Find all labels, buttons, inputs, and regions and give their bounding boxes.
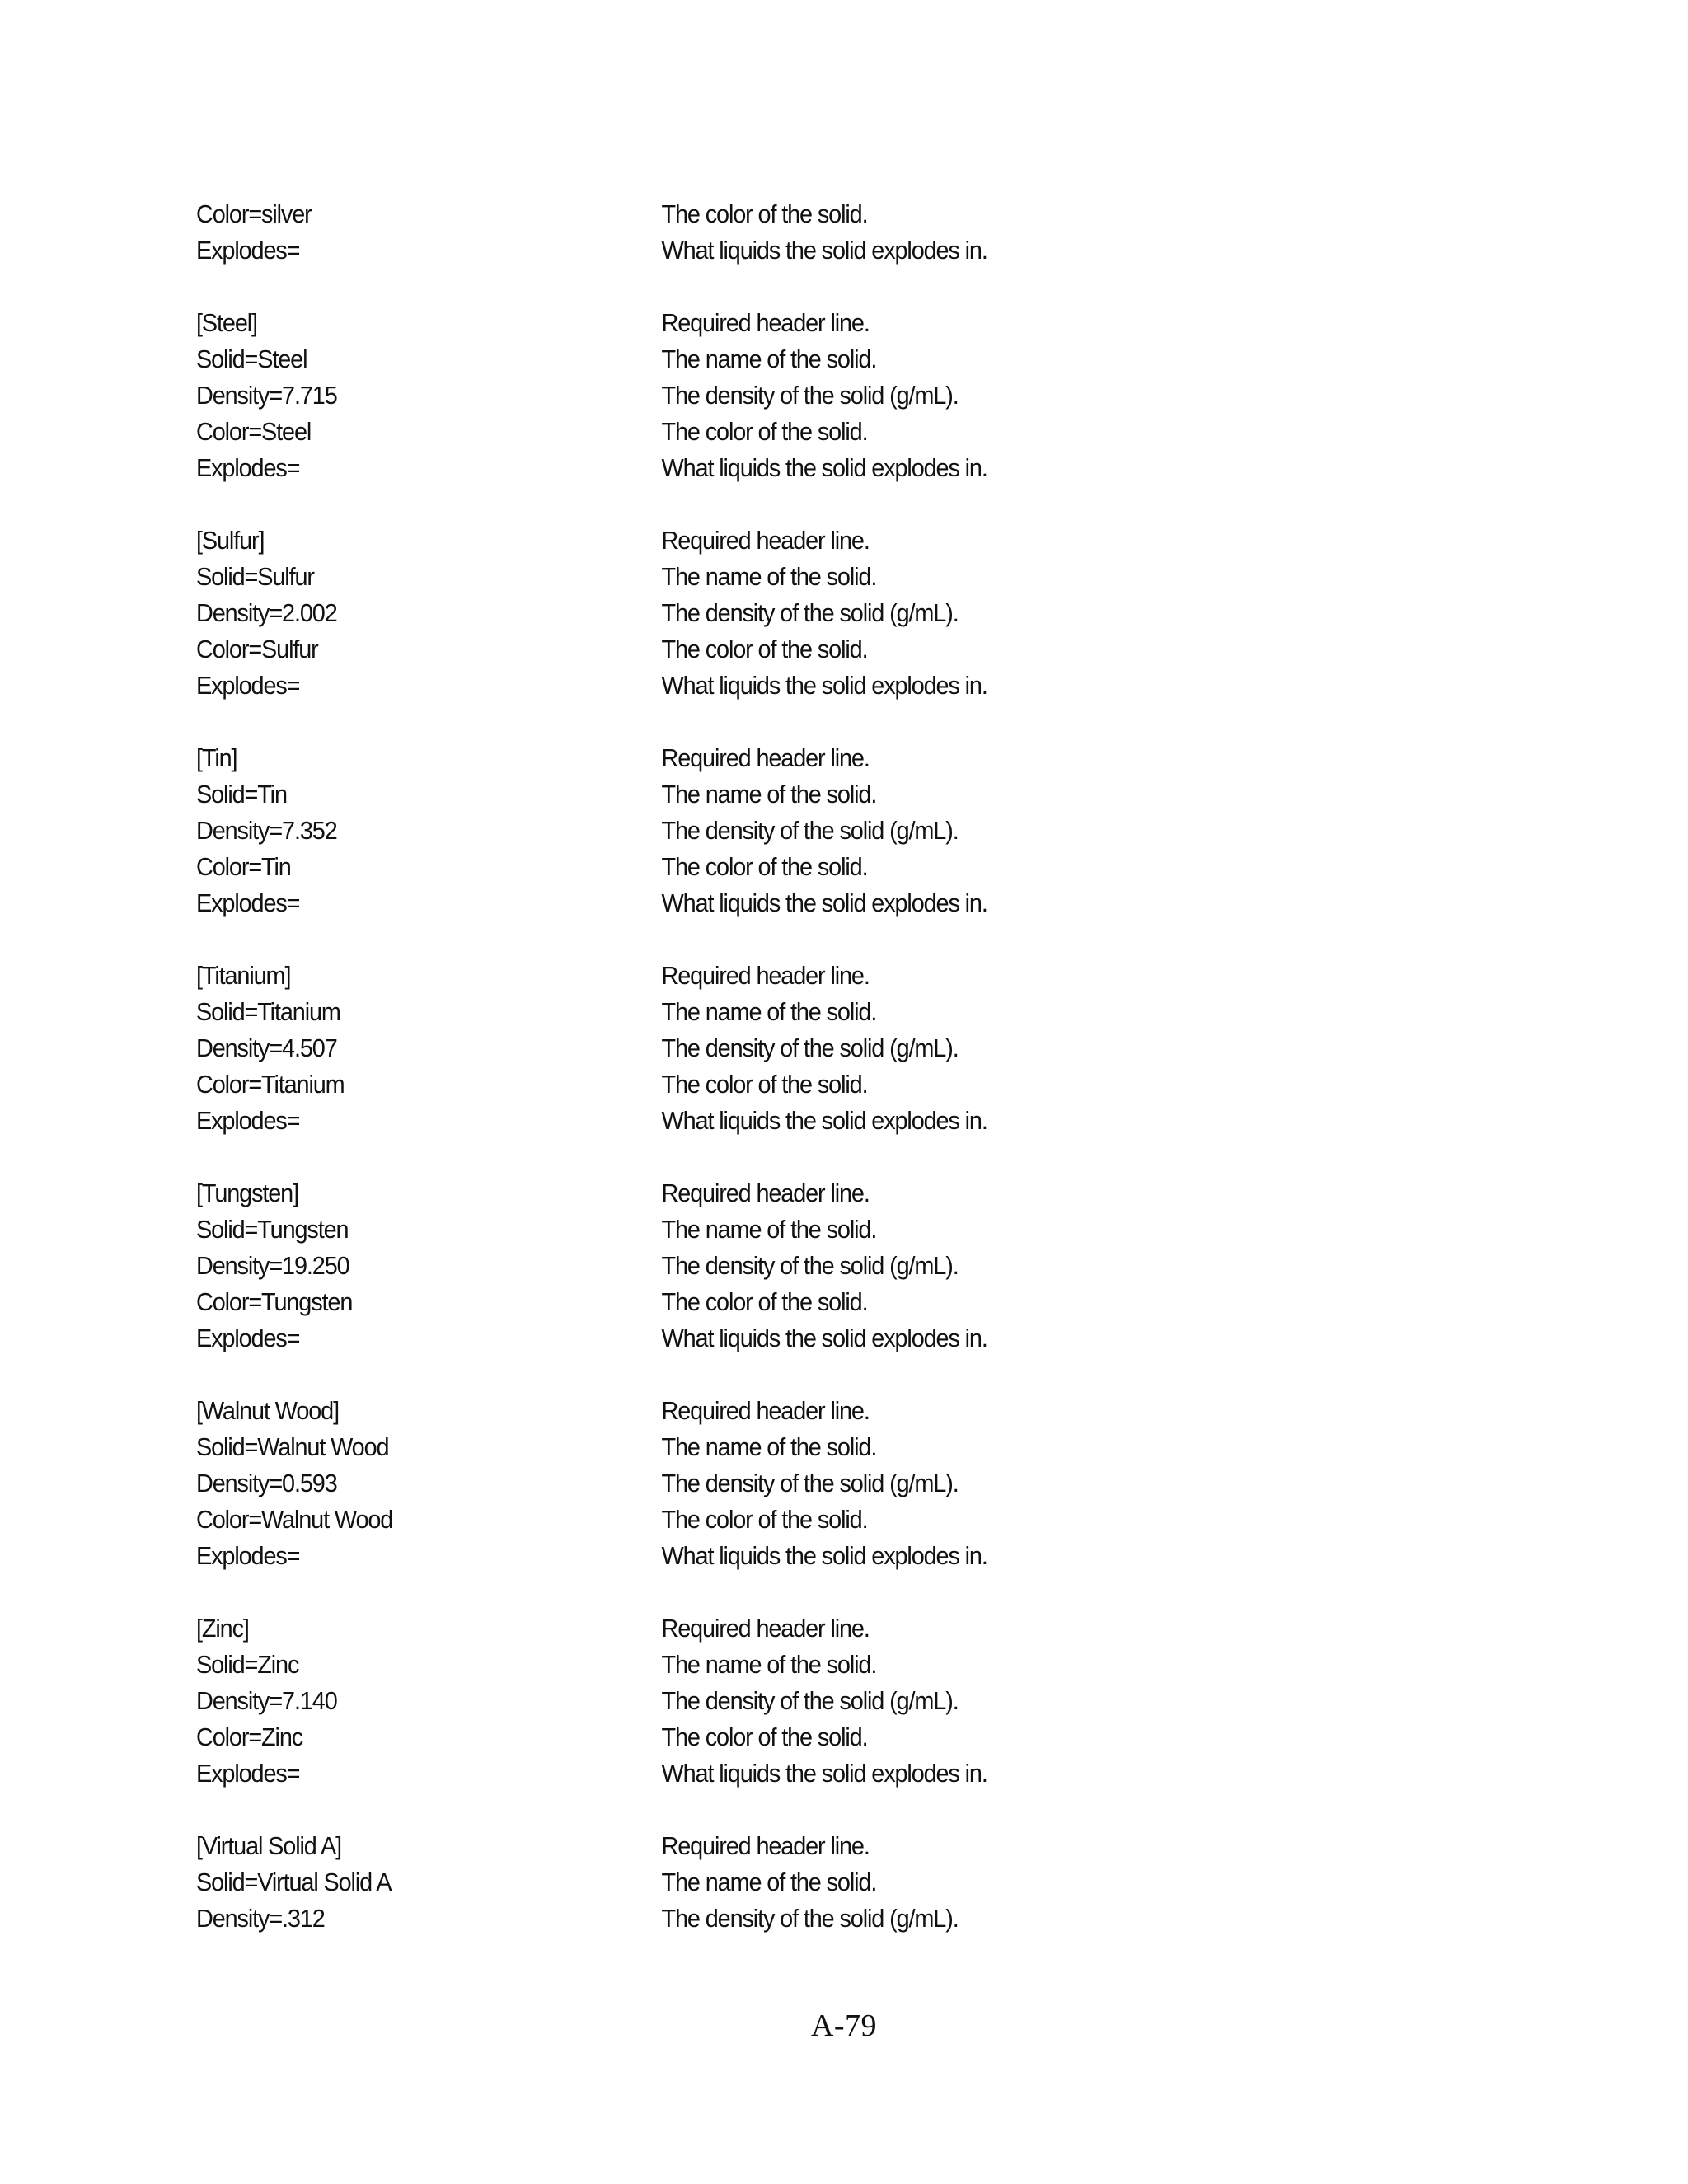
setting-key: Explodes= — [196, 671, 300, 700]
definition-row — [196, 414, 1346, 450]
setting-description: Required header line. — [661, 308, 870, 337]
setting-key: Explodes= — [196, 1324, 300, 1352]
setting-key: Solid=Sulfur — [196, 562, 314, 591]
setting-key: [Titanium] — [196, 961, 291, 990]
setting-description: Required header line. — [661, 526, 870, 555]
setting-key: Density=7.352 — [196, 816, 337, 845]
setting-description: The name of the solid. — [661, 997, 877, 1026]
setting-key: Explodes= — [196, 1106, 300, 1135]
setting-key: Solid=Virtual Solid A — [196, 1868, 392, 1896]
definition-row — [196, 1103, 1346, 1139]
setting-description: What liquids the solid explodes in. — [661, 453, 987, 482]
definition-row — [196, 305, 1346, 341]
setting-key: Density=0.593 — [196, 1469, 337, 1497]
setting-key: Solid=Tungsten — [196, 1215, 349, 1244]
definition-row — [196, 559, 1346, 595]
setting-description: Required header line. — [661, 1179, 870, 1207]
setting-description: The name of the solid. — [661, 344, 877, 373]
setting-description: The color of the solid. — [661, 417, 868, 446]
definition-row — [196, 885, 1346, 921]
setting-key: [Tungsten] — [196, 1179, 298, 1207]
setting-key: Color=Titanium — [196, 1070, 345, 1099]
definition-row — [196, 1828, 1346, 1864]
page-number: A-79 — [810, 2008, 878, 2043]
setting-description: The name of the solid. — [661, 1868, 877, 1896]
setting-description: Required header line. — [661, 1614, 870, 1643]
setting-description: The color of the solid. — [661, 1287, 868, 1316]
setting-key: [Steel] — [196, 308, 257, 337]
setting-description: Required header line. — [661, 743, 870, 772]
definition-row — [196, 1393, 1346, 1429]
setting-key: Density=4.507 — [196, 1033, 337, 1062]
setting-key: Color=Steel — [196, 417, 312, 446]
setting-key: Explodes= — [196, 888, 300, 917]
setting-description: The name of the solid. — [661, 1215, 877, 1244]
setting-description: The density of the solid (g/mL). — [661, 1904, 959, 1933]
definition-row — [196, 1755, 1346, 1792]
setting-key: Color=Walnut Wood — [196, 1505, 393, 1534]
definition-list — [196, 196, 1432, 1937]
setting-description: The color of the solid. — [661, 1505, 868, 1534]
setting-key: Color=Tin — [196, 852, 291, 881]
definition-row — [196, 1030, 1346, 1066]
setting-description: Required header line. — [661, 961, 870, 990]
definition-row — [196, 523, 1346, 559]
setting-description: What liquids the solid explodes in. — [661, 236, 987, 265]
setting-key: Explodes= — [196, 1759, 300, 1788]
setting-description: Required header line. — [661, 1831, 870, 1860]
setting-key: Color=Zinc — [196, 1722, 303, 1751]
setting-description: The density of the solid (g/mL). — [661, 1469, 959, 1497]
setting-key: Solid=Steel — [196, 344, 307, 373]
setting-key: Explodes= — [196, 236, 300, 265]
definition-row — [196, 1066, 1346, 1103]
setting-key: Density=.312 — [196, 1904, 325, 1933]
definition-row — [196, 1248, 1346, 1284]
definition-row — [196, 450, 1346, 486]
definition-row — [196, 1284, 1346, 1320]
setting-description: What liquids the solid explodes in. — [661, 1324, 987, 1352]
definition-row — [196, 1900, 1346, 1937]
definition-row — [196, 377, 1346, 414]
definition-row — [196, 1647, 1346, 1683]
setting-key: Color=Sulfur — [196, 635, 318, 663]
definition-row — [196, 232, 1346, 269]
definition-row — [196, 1864, 1346, 1900]
definition-row — [196, 1610, 1346, 1647]
setting-description: The density of the solid (g/mL). — [661, 598, 959, 627]
definition-row — [196, 740, 1346, 776]
definition-row — [196, 849, 1346, 885]
definition-row — [196, 1175, 1346, 1212]
setting-key: [Walnut Wood] — [196, 1396, 339, 1425]
setting-description: The color of the solid. — [661, 1070, 868, 1099]
definition-row — [196, 1719, 1346, 1755]
setting-description: The name of the solid. — [661, 1650, 877, 1679]
definition-row — [196, 1538, 1346, 1574]
definition-row — [196, 1465, 1346, 1502]
setting-key: [Zinc] — [196, 1614, 249, 1643]
definition-row — [196, 1212, 1346, 1248]
setting-description: The color of the solid. — [661, 1722, 868, 1751]
setting-description: The name of the solid. — [661, 1432, 877, 1461]
definition-row — [196, 341, 1346, 377]
setting-description: The color of the solid. — [661, 852, 868, 881]
setting-description: The density of the solid (g/mL). — [661, 1251, 959, 1280]
setting-key: Density=19.250 — [196, 1251, 349, 1280]
definition-row — [196, 813, 1346, 849]
definition-row — [196, 1502, 1346, 1538]
setting-description: What liquids the solid explodes in. — [661, 1759, 987, 1788]
definition-row — [196, 595, 1346, 631]
setting-key: Density=7.715 — [196, 381, 337, 410]
setting-key: Color=Tungsten — [196, 1287, 353, 1316]
setting-description: What liquids the solid explodes in. — [661, 1541, 987, 1570]
setting-key: Solid=Walnut Wood — [196, 1432, 389, 1461]
definition-row — [196, 631, 1346, 668]
definition-row — [196, 958, 1346, 994]
setting-key: Color=silver — [196, 199, 312, 228]
setting-description: Required header line. — [661, 1396, 870, 1425]
definition-row — [196, 994, 1346, 1030]
setting-key: Solid=Zinc — [196, 1650, 299, 1679]
setting-description: The name of the solid. — [661, 562, 877, 591]
setting-description: The density of the solid (g/mL). — [661, 816, 959, 845]
setting-description: What liquids the solid explodes in. — [661, 1106, 987, 1135]
setting-description: The name of the solid. — [661, 780, 877, 808]
definition-row — [196, 1320, 1346, 1357]
setting-description: What liquids the solid explodes in. — [661, 888, 987, 917]
setting-description: The color of the solid. — [661, 635, 868, 663]
setting-key: Density=2.002 — [196, 598, 337, 627]
definition-row — [196, 1683, 1346, 1719]
setting-description: The color of the solid. — [661, 199, 868, 228]
setting-key: Solid=Tin — [196, 780, 287, 808]
setting-description: The density of the solid (g/mL). — [661, 1686, 959, 1715]
setting-key: Explodes= — [196, 453, 300, 482]
setting-key: Density=7.140 — [196, 1686, 337, 1715]
setting-description: The density of the solid (g/mL). — [661, 381, 959, 410]
setting-key: [Sulfur] — [196, 526, 265, 555]
setting-key: [Tin] — [196, 743, 237, 772]
setting-key: Solid=Titanium — [196, 997, 340, 1026]
definition-row — [196, 196, 1346, 232]
setting-key: Explodes= — [196, 1541, 300, 1570]
setting-description: The density of the solid (g/mL). — [661, 1033, 959, 1062]
definition-row — [196, 1429, 1346, 1465]
definition-row — [196, 668, 1346, 704]
setting-key: [Virtual Solid A] — [196, 1831, 342, 1860]
setting-description: What liquids the solid explodes in. — [661, 671, 987, 700]
definition-row — [196, 776, 1346, 813]
